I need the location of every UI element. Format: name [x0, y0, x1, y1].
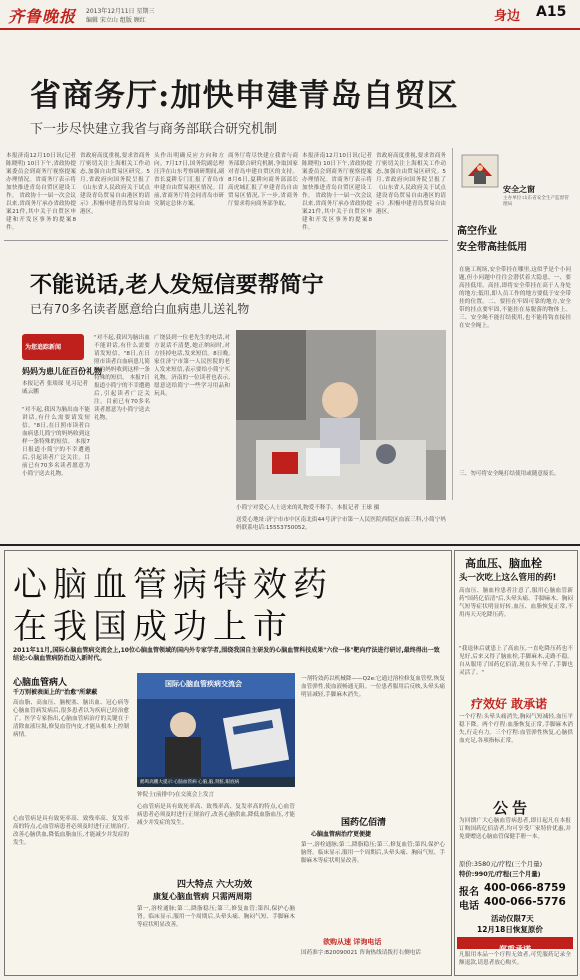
editors: 编辑 宋立山 组版 顾红: [86, 17, 146, 24]
ad-side-body-2: "我退休后就患上了高血压,一直吃降压药也不见好,后来又得了脑血栓,手脚麻木,走路不稳。自从服用了国药亿佰清,现在头不晕了,手脚也灵活了。": [459, 646, 573, 676]
issue-date: 2013年12月11日 星期三: [86, 8, 155, 15]
promise-body: 凡服用本品一个疗程无效者,可凭服药记录全额退款,请患者放心购买。: [459, 952, 571, 966]
deadline-2: 12月18日恢复原价: [477, 925, 543, 934]
ad-side-subtitle: 头一次吃上这么管用的药!: [459, 573, 557, 583]
safety-body: 在施工现场,安全带挂在哪里,这似乎是个小问题,但小问题中往往会潜伏着大隐患。一、要高挂低用。高挂,即将安全带挂在高于人身处的地方;低用,即人员工作的地方要低于安全带挂的位置。二、要挂在牢固可靠的地方,安全带的挂点要牢固,不能挂在易脱落的物体上。三、安全绳不能打结使用,也不能将钩直接挂在安全绳上。: [459, 267, 571, 329]
safety-sponsor: 主办单位:山东省安全生产监督管理局: [503, 196, 569, 207]
ad-photo-caption: 钟院士(前排中)在交流会上发言: [137, 792, 215, 798]
section-name: 身边: [494, 9, 521, 24]
ad-photo: [137, 673, 295, 777]
phone-number-1[interactable]: 400-066-8759: [484, 882, 566, 894]
notice-body: 为回馈广大心脑血管病患者,即日起凡在本报订购国药亿佰清者,均可享受厂家特价优惠,并免费赠送心脑血管保健手册一本。: [459, 818, 571, 840]
ad-side-slogan: 疗效好 敢承诺: [471, 697, 548, 711]
second-subhead: 已有70多名读者愿意给白血病患儿送礼物: [30, 302, 250, 316]
promise-bar: [457, 937, 573, 954]
safety-foot: 三、勿可将安全绳打结使用或随意接长。: [459, 471, 560, 477]
phone-number-2[interactable]: 400-066-5776: [484, 896, 566, 908]
top-col-2: 省政府高度重视,要求省商务厅密切关注上海相关工作动态,加强自由贸易区研究。5月,省政府向国务院呈报了《山东省人民政府关于试点建设青岛贸易自由港区的请示》,积极申建青岛贸易自由港区。: [80, 153, 150, 215]
top-col-1: 本报济南12月10日讯(记者 陈晓明) 10日下午,省政协提案委员会到商务厅视察提案办理情况。省商务厅表示将加快推进青岛自贸区建设工作。 省政协十一届一次会议以来,省商务厅承办省政协提案21件,其中关于自贸区申建和开发区事务的提案8件。: [6, 153, 76, 231]
ad-sub-4: 欲购从速 详询电话: [323, 938, 382, 946]
second-headline: 不能说话,老人发短信要帮简宁: [30, 272, 324, 298]
safety-heading-2: 安全带高挂低用: [457, 242, 527, 253]
masthead: [0, 0, 580, 28]
newspaper-logo: 齐鲁晚报: [8, 7, 77, 26]
second-col-3: 广饶县到一位老先生的电话,对方说话不清楚,她正纳闷时,对方挂掉电话,发来短信。8日晚,家住济宁市第一人民医院的老人发来短信,表示要给小简宁买礼物。济南的一位读者也表示,愿意送给简宁一些学习用品和玩具。: [154, 335, 230, 397]
safety-box: [452, 148, 575, 500]
notice-title: 公告: [493, 799, 532, 817]
safety-title: 安全之窗: [503, 185, 535, 194]
ad-col-2: 心血管病是具有致死率高、致残率高、复发率高的特点,心血管病患者必须及时进行正规治疗,改善心脑供血,降低血脂血压,才能减少并发症的发生。: [137, 804, 295, 826]
ad-photo-caption-2: 鹤鸣高鹏大提示:心脑血管病 心脑,脑,肾脏,眼底病: [140, 780, 240, 785]
top-col-4: 商务厅将尽快建立我省与商务部联合研究机制,争取国家对青岛申建自贸区的支持。8月6日,夏耕向商务部部长高虎城汇报了申建青岛自由贸易区情况,下一步,省商务厅要求将向商务部争取。: [228, 153, 298, 207]
child-with-gifts-photo: [236, 330, 446, 500]
top-col-3: 头作出明确反应方向和方向。7月17日,国务院副总理汪洋在山东考察调研期间,副省长夏耕专门汇报了青岛市申建自由贸易港区情况。目前,省商务厅将会同青岛市研究制定总体方案。: [154, 153, 224, 207]
tracking-logo: [22, 334, 84, 360]
ad-headline-1: 心脑血管病特效药: [13, 565, 333, 605]
top-col-6: 省政府高度重视,要求省商务厅密切关注上海相关工作动态,加强自由贸易区研究。5月,省政府向国务院呈报了《山东省人民政府关于试点建设青岛贸易自由港区的请示》,积极申建青岛贸易自由港区。: [376, 153, 446, 215]
ad-photo-banner: 国际心脑血管疾病交流会: [165, 680, 242, 688]
ad-intro: 2011年11月,国际心脑血管病交流会上,10位心脑血管领域的国内外专家学者,围绕我国自主研发的心脑血管科技成果"六位一体"靶向疗法进行研讨,最终得出一致结论:心脑血管病防治迈入新时代。: [13, 647, 440, 662]
ad-col-1: 高血脂、高血压、脑梗塞、脑出血、冠心病等心脑血管病发病后,很多患者以为疾病已经治愈了。医学专家指出,心脑血管病治疗的关键在于清除血液垃圾,修复血管内皮,才能从根本上控制病情。: [13, 700, 129, 738]
ad-headline-2: 在我国成功上市: [13, 607, 293, 647]
section-divider: [0, 544, 580, 546]
ad-sub-2: 四大特点 六大功效: [177, 880, 253, 890]
patient-photo: [236, 330, 446, 500]
ad-sub-3: 国药亿佰清: [341, 818, 387, 828]
safety-heading-1: 高空作业: [457, 226, 497, 237]
second-byline: 本报记者 张琰琛 见习记者 戚云鹏: [22, 381, 88, 395]
ad-side: [454, 550, 578, 976]
ad-side-body-1: 高血压、脑血栓患者注意了,服用心脑血管新药"国药亿佰清"后,头晕头痛、手脚麻木、胸闷气短等症状明显好转,血压、血脂恢复正常,不用再天天吃降压药。: [459, 588, 573, 618]
divider-top-story: [4, 240, 448, 241]
ad-sub-2b: 康复心脑血管病 只需两周期: [153, 892, 252, 901]
ad-sub-1b: 千万别被表面上的"治愈"所蒙蔽: [13, 689, 98, 696]
second-col-2: "对不起,我因为脑出血不能讲话,有什么需要请发短信。"8日,在日照市读者白血病患儿简宁的妈妈收到这样一条特殊的短信。 本报7日报道小简宁的不幸遭遇后,引起读者广泛关注。目前已有70多名读者愿意为小简宁送去礼物。: [94, 335, 150, 421]
photo-caption: 小简宁对爱心人士送来的礼物爱不释手。本报记者 王球 摄: [236, 505, 380, 511]
promise-title: 郑重承诺: [499, 945, 531, 954]
ad-side-body-3: 一个疗程:头晕头痛消失,胸闷气短减轻,血压平稳下降。两个疗程:血脂恢复正常,手脚麻木消失,行走有力。三个疗程:血管弹性恢复,心脑供血充足,各项指标正常。: [459, 714, 573, 744]
second-column-title: 妈妈为患儿征百份礼物: [22, 367, 102, 376]
price-original: 原价:3580元/疗程(三个月量): [459, 860, 543, 868]
ad-col-4: 第一,溶栓通脉;第二,降脂稳压;第三,修复血管;第四,保护心脑肾。临床显示,服用一个周期后,头晕头痛、胸闷气短、手脚麻木等症状明显改善。: [137, 906, 295, 928]
top-headline: 省商务厅:加快申建青岛自贸区: [30, 78, 459, 114]
ad-footer: 国药准字:B20090021 咨询热线请拨打右侧电话: [301, 950, 421, 956]
ad-sub-1: 心脑血管病人: [13, 678, 68, 688]
ad-col-5: 第一,溶栓通脉;第二,降脂稳压;第三,修复血管;第四,保护心脑肾。临床显示,服用一个周期后,头晕头痛、胸闷气短、手脚麻木等症状明显改善。: [301, 842, 445, 864]
ad-photo-caption-bar: [137, 777, 295, 787]
ad-sub-3b: 心脑血管病治疗更便捷: [311, 831, 372, 838]
tracking-logo-text: 为您追踪新闻: [25, 344, 62, 351]
notice-box: [457, 797, 573, 971]
phone-label-1: 报名: [459, 887, 479, 898]
second-col-1: "对不起,我因为脑出血不能讲话,有什么需要请发短信。"8日,在日照市读者白血病患儿简宁的妈妈收到这样一条特殊的短信。 本报7日报道小简宁的不幸遭遇后,引起读者广泛关注。目前已有70多名读者愿意为小简宁送去礼物。: [22, 407, 90, 477]
deadline-1: 活动仅限7天: [491, 914, 534, 923]
phone-label-2: 电话: [459, 901, 479, 912]
ad-col-3: 一剂特效药以机械降——Q2e:它通过溶栓修复血管壁,恢复血管弹性,使血液畅通无阻。一位患者服用后反映,头晕头痛明显减轻,手脚麻木消失。: [301, 676, 445, 698]
price-special: 特价:990元/疗程(三个月量): [459, 870, 541, 878]
top-col-5: 本报济南12月10日讯(记者 陈晓明) 10日下午,省政协提案委员会到商务厅视察提案办理情况。省商务厅表示将加快推进青岛自贸区建设工作。 省政协十一届一次会议以来,省商务厅承办省政协提案21件,其中关于自贸区申建和开发区事务的提案8件。: [302, 153, 372, 231]
gift-address-note: 送爱心地址:济宁市市中区南北街44号济宁市第一人民医院西院区血液三科,小简宁妈妈联系电话:15553750052。: [236, 517, 446, 531]
ad-side-title: 高血压、脑血栓: [465, 557, 542, 570]
page-number: A15: [536, 4, 567, 20]
top-subhead: 下一步尽快建立我省与商务部联合研究机制: [30, 122, 278, 137]
safety-illustration: [461, 154, 499, 188]
ad-main: [4, 550, 452, 976]
masthead-rule: [0, 28, 580, 30]
ad-col-1-cont: 心血管病是具有致死率高、致残率高、复发率高的特点,心血管病患者必须及时进行正规治疗,改善心脑供血,降低血脂血压,才能减少并发症的发生。: [13, 816, 129, 846]
worker-illustration-icon: [461, 154, 499, 188]
